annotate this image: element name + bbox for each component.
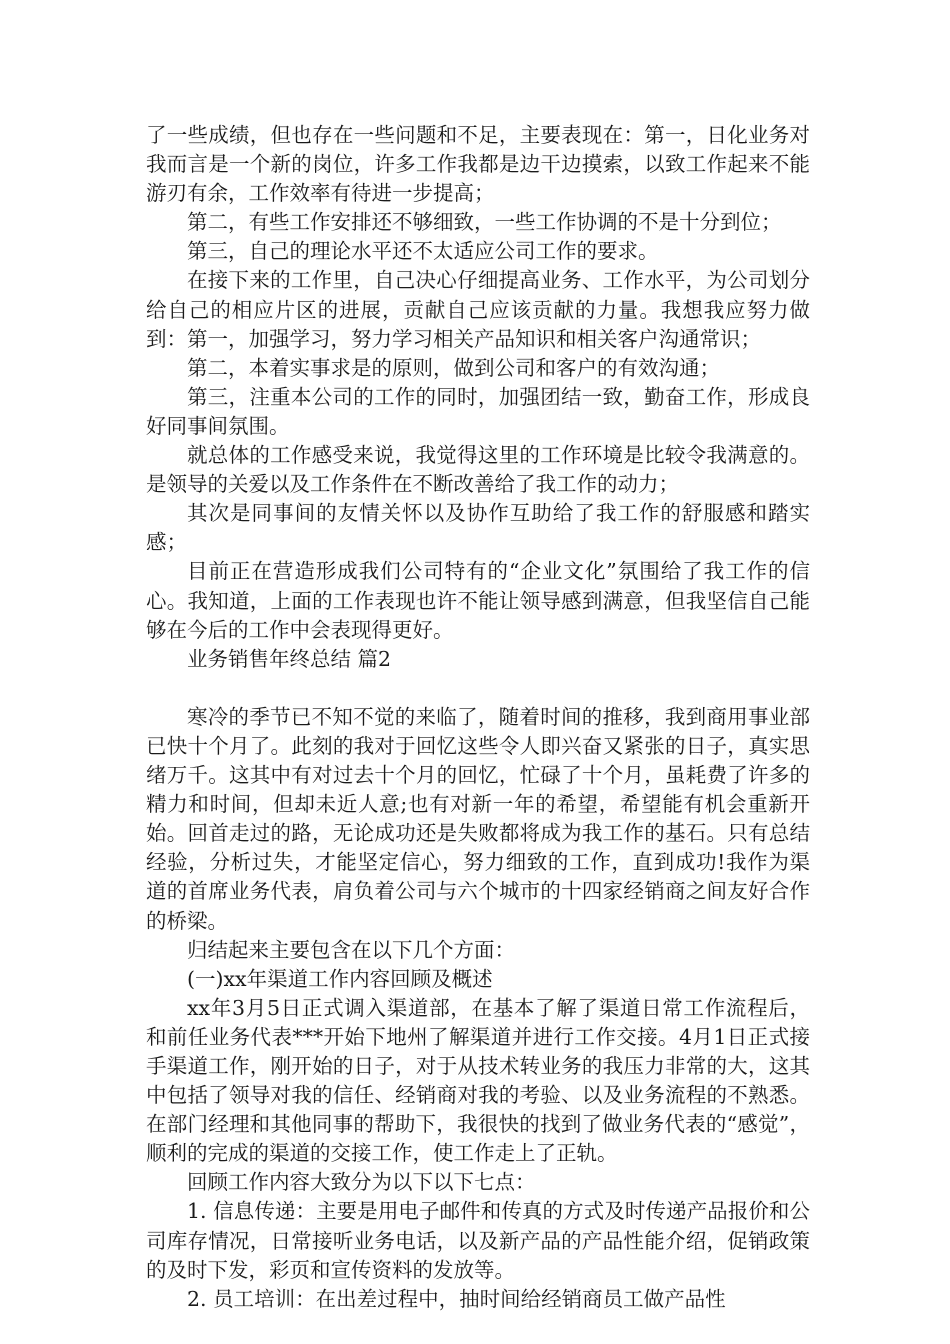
paragraph: 在接下来的工作里，自己决心仔细提高业务、工作水平，为公司划分给自己的相应片区的进展，贡献自己应该贡献的力量。我想我应努力做到：第一，加强学习，努力学习相关产品知识和相关客户沟通常识；: [146, 268, 810, 351]
paragraph: 寒冷的季节已不知不觉的来临了，随着时间的推移，我到商用事业部已快十个月了。此刻的我对于回忆这些令人即兴奋又紧张的日子，真实思绪万千。这其中有对过去十个月的回忆，忙碌了十个月，虽耗费了许多的精力和时间，但却未近人意;也有对新一年的希望，希望能有机会重新开始。回首走过的路，无论成功还是失败都将成为我工作的基石。只有总结经验，分析过失，才能坚定信心，努力细致的工作，直到成功!我作为渠道的首席业务代表，肩负着公司与六个城市的十四家经销商之间友好合作的桥梁。: [146, 704, 810, 933]
paragraph: 业务销售年终总结 篇2: [187, 646, 392, 671]
paragraph: 了一些成绩，但也存在一些问题和不足，主要表现在：第一，日化业务对我而言是一个新的岗位，许多工作我都是边干边摸索，以致工作起来不能游刃有余，工作效率有待进一步提高；: [146, 123, 810, 206]
document-body: [146, 121, 810, 1314]
paragraph: 第三，自己的理论水平还不太适应公司工作的要求。: [187, 239, 659, 264]
paragraph: 第二，有些工作安排还不够细致，一些工作协调的不是十分到位；: [187, 210, 782, 235]
paragraph: 第三，注重本公司的工作的同时，加强团结一致，勤奋工作，形成良好同事间氛围。: [146, 384, 810, 438]
paragraph: 就总体的工作感受来说，我觉得这里的工作环境是比较令我满意的。是领导的关爱以及工作条件在不断改善给了我工作的动力；: [146, 443, 810, 497]
paragraph: (一)xx年渠道工作内容回顾及概述: [187, 966, 493, 991]
paragraph: 2. 员工培训：在出差过程中，抽时间给经销商员工做产品性: [187, 1286, 726, 1311]
paragraph: 其次是同事间的友情关怀以及协作互助给了我工作的舒服感和踏实感；: [146, 501, 810, 555]
paragraph: 归结起来主要包含在以下几个方面：: [187, 937, 515, 962]
paragraph: 1. 信息传递：主要是用电子邮件和传真的方式及时传递产品报价和公司库存情况，日常接听业务电话，以及新产品的产品性能介绍，促销政策的及时下发，彩页和宣传资料的发放等。: [146, 1199, 810, 1282]
paragraph: 回顾工作内容大致分为以下以下七点：: [187, 1170, 536, 1195]
paragraph: 第二，本着实事求是的原则，做到公司和客户的有效沟通；: [187, 355, 720, 380]
paragraph: 目前正在营造形成我们公司特有的“企业文化”氛围给了我工作的信心。我知道，上面的工作表现也许不能让领导感到满意，但我坚信自己能够在今后的工作中会表现得更好。: [146, 559, 810, 642]
paragraph: xx年3月5日正式调入渠道部，在基本了解了渠道日常工作流程后，和前任业务代表***开始下地州了解渠道并进行工作交接。4月1日正式接手渠道工作，刚开始的日子，对于从技术转业务的我压力非常的大，这其中包括了领导对我的信任、经销商对我的考验、以及业务流程的不熟悉。在部门经理和其他同事的帮助下，我很快的找到了做业务代表的“感觉”，顺利的完成的渠道的交接工作，使工作走上了正轨。: [146, 995, 810, 1166]
